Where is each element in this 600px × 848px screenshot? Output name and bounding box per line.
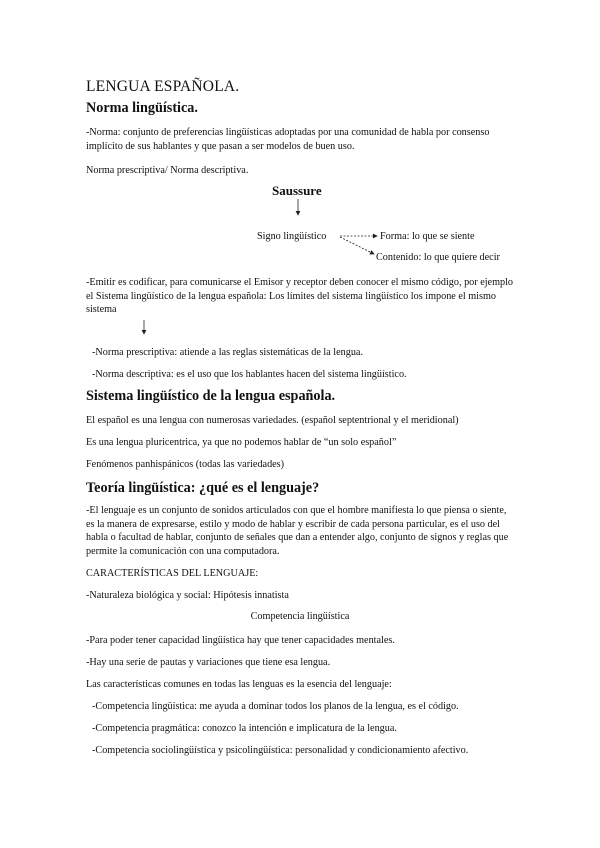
paragraph-naturaleza: -Naturaleza biológica y social: Hipótesis innatista bbox=[86, 590, 289, 601]
section-heading-teoria: Teoría lingüística: ¿qué es el lenguaje? bbox=[86, 480, 320, 496]
diagram-signo-label: Signo lingüístico bbox=[257, 231, 327, 242]
paragraph-emitir: -Emitir es codificar, para comunicarse el Emisor y receptor deben conocer el mismo código, por ejemplo el Sistema lingüístico de la lengua española: Los límites del sistema lingüístico los impone el mismo sistema bbox=[86, 277, 514, 316]
arrow-to-contenido bbox=[340, 237, 374, 254]
paragraph-comunes: Las características comunes en todas las lenguas es la esencia del lenguaje: bbox=[86, 679, 392, 690]
paragraph-capacidad: -Para poder tener capacidad lingüística hay que tener capacidades mentales. bbox=[86, 635, 395, 646]
section-heading-sistema: Sistema lingüístico de la lengua española. bbox=[86, 388, 336, 404]
list-item-descriptiva: -Norma descriptiva: es el uso que los hablantes hacen del sistema lingüístico. bbox=[92, 369, 407, 380]
document-title: LENGUA ESPAÑOLA. bbox=[86, 78, 240, 95]
paragraph-norma-definition: -Norma: conjunto de preferencias lingüísticas adoptadas por una comunidad de habla por consenso implícito de sus hablantes y que pasan a ser modelos de buen uso. bbox=[86, 127, 490, 152]
list-item-prescriptiva: -Norma prescriptiva: atiende a las reglas sistemáticas de la lengua. bbox=[92, 347, 363, 358]
paragraph-variedades: El español es una lengua con numerosas variedades. (español septentrional y el meridional) bbox=[86, 415, 459, 426]
diagram-saussure-label: Saussure bbox=[272, 183, 322, 198]
diagram-contenido-label: Contenido: lo que quiere decir bbox=[376, 252, 500, 263]
list-item-competencia-pragmatica: -Competencia pragmática: conozco la intención e implicatura de la lengua. bbox=[92, 723, 397, 734]
diagram-forma-label: Forma: lo que se siente bbox=[380, 231, 475, 242]
paragraph-lenguaje-definition: -El lenguaje es un conjunto de sonidos articulados con que el hombre manifiesta lo que piensa o siente, es la manera de expresarse, estilo y modo de hablar y escribir de cada persona particular, es el uso del habla o facultad de hablar, conjunto de señales que dan a entender algo, conjunto de signos y reglas que permite la comunicación con una computadora. bbox=[86, 505, 509, 557]
list-item-competencia-linguistica: -Competencia lingüística: me ayuda a dominar todos los planos de la lengua, es el código. bbox=[92, 701, 459, 712]
paragraph-pautas: -Hay una serie de pautas y variaciones que tiene esa lengua. bbox=[86, 657, 331, 668]
section-heading-norma: Norma lingüística. bbox=[86, 100, 198, 116]
paragraph-caracteristicas-heading: CARACTERÍSTICAS DEL LENGUAJE: bbox=[86, 568, 259, 579]
list-item-competencia-socio: -Competencia sociolingüística y psicolingüística: personalidad y condicionamiento afectivo. bbox=[92, 745, 469, 756]
paragraph-panhispanicos: Fenómenos panhispánicos (todas las variedades) bbox=[86, 459, 285, 470]
paragraph-pluricentrica: Es una lengua pluricentrica, ya que no podemos hablar de “un solo español” bbox=[86, 437, 397, 448]
paragraph-norma-types: Norma prescriptiva/ Norma descriptiva. bbox=[86, 165, 249, 176]
paragraph-competencia-center: Competencia lingüística bbox=[250, 611, 350, 622]
